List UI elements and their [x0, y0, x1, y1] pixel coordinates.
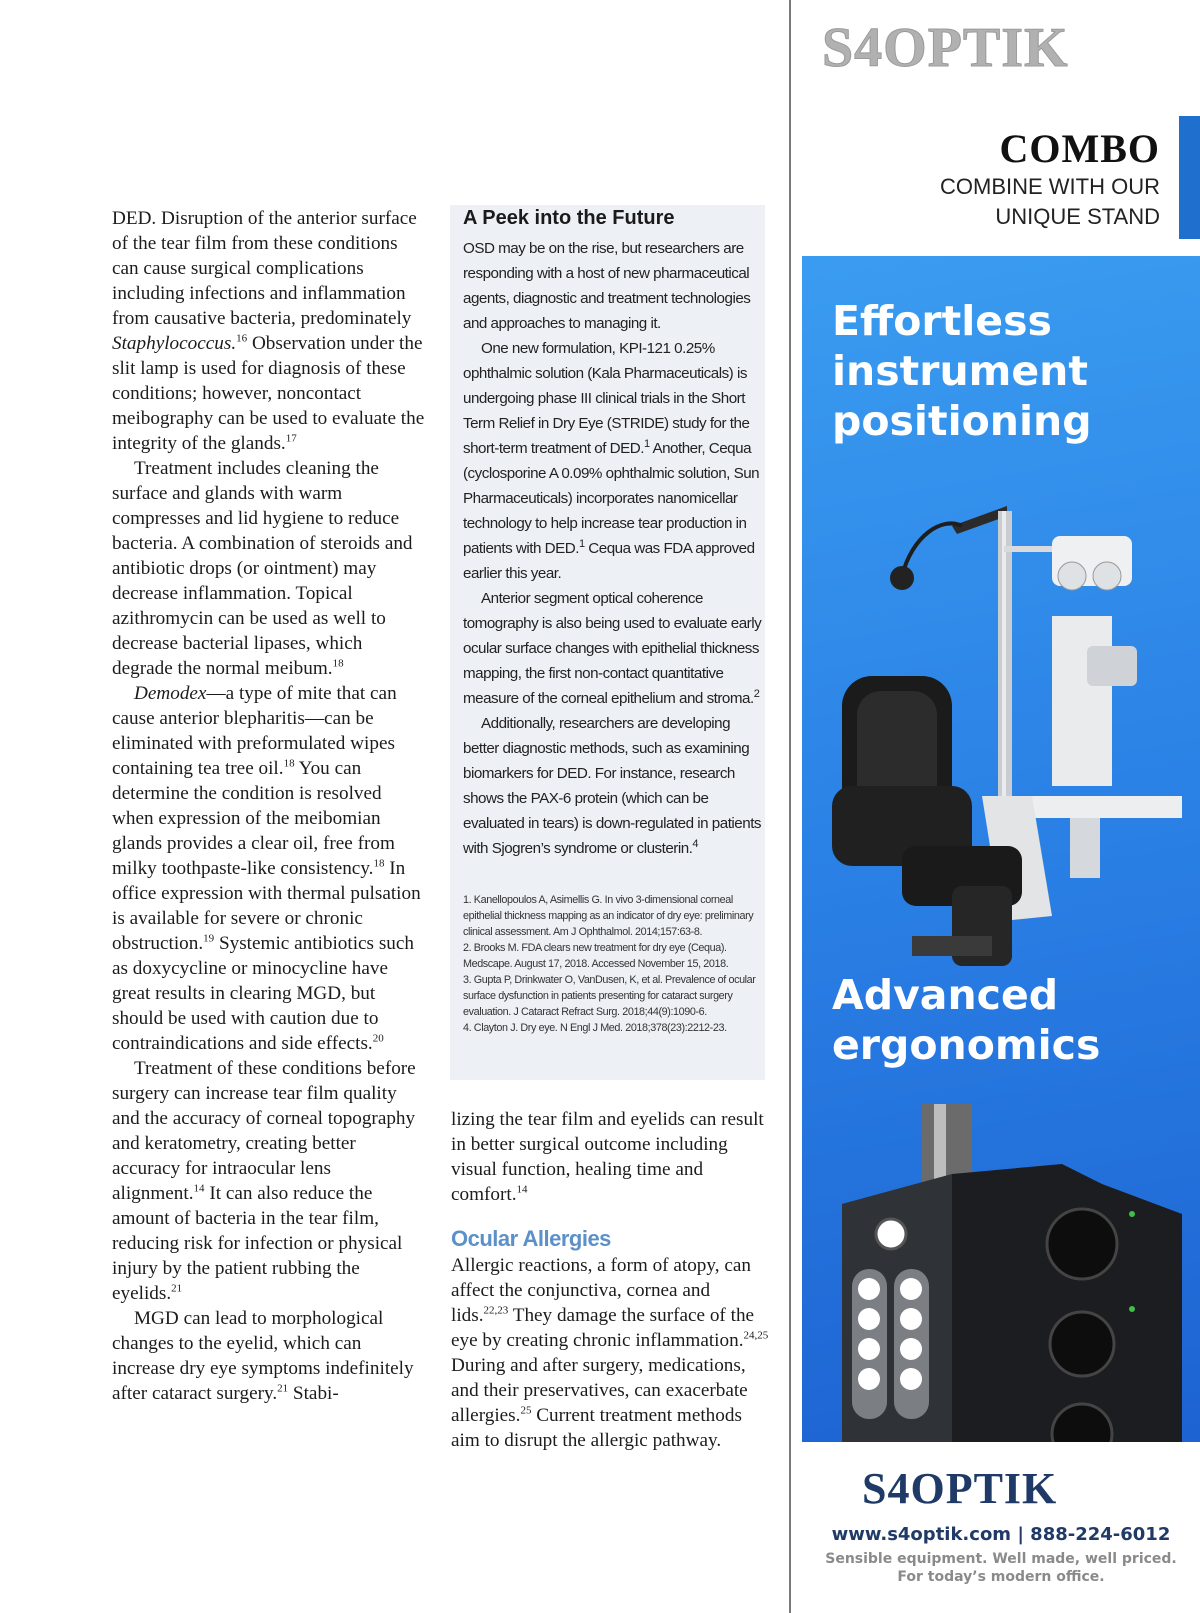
exam-chair-stand-image	[802, 466, 1200, 986]
ad-panel	[802, 256, 1200, 1442]
section-heading: Ocular Allergies	[451, 1226, 611, 1251]
tagline-line: Sensible equipment. Well made, well priced.	[825, 1551, 1177, 1567]
article-paragraph	[112, 1056, 427, 1306]
control-panel-image	[802, 1104, 1200, 1442]
text-run: You can determine the condition is resolved when expression of the meibomian glands provides a clear oil, free from milky toothpaste-like consistency.	[112, 758, 395, 879]
ref-superscript: 20	[372, 1032, 384, 1045]
combo-subtitle	[860, 172, 1160, 232]
ref-superscript: 18	[283, 757, 295, 770]
text-run: lizing the tear film and eyelids can result in better surgical outcome including visual function, healing time and comfort.	[451, 1109, 764, 1205]
text-run: It can also reduce the amount of bacteria in the tear film, reducing risk for infection or physical injury by the patient rubbing the eyelids.	[112, 1183, 403, 1304]
reference-item: 3. Gupta P, Drinkwater O, VanDusen, K, et al. Prevalence of ocular surface dysfunction in patients presenting for cataract surgery evaluation. J Cataract Refract Surg. 2018;44(9):1090-6.	[463, 974, 756, 1018]
article-paragraph	[112, 456, 427, 681]
text-run: —a type of mite that can cause anterior blepharitis—can be eliminated with preformulated wipes containing tea tree oil.	[112, 683, 397, 779]
tagline-line: For today’s modern office.	[897, 1569, 1105, 1585]
text-run: During and after surgery, medications, and their preservatives, can exacerbate allergies.	[451, 1355, 748, 1426]
ref-superscript: 18	[332, 657, 344, 670]
ref-superscript: 24,25	[743, 1329, 769, 1342]
ref-superscript: 1	[578, 537, 585, 550]
sidebar-body	[463, 236, 763, 861]
ad-contact[interactable]: www.s4optik.com | 888-224-6012	[831, 1524, 1171, 1545]
ad-tagline	[802, 1550, 1200, 1586]
text-run: Observation under the slit lamp is used for diagnosis of these conditions; however, noncontact meibography can be used to evaluate the integrity of the glands.	[112, 333, 425, 454]
brand-logo-bottom: S4OPTIK	[862, 1464, 1058, 1513]
text-run: Treatment includes cleaning the surface and glands with warm compresses and lid hygiene to reduce bacteria. A combination of steroids and antibiotic drops (or ointment) may decrease inflammation. Topical azithromycin can be used as well to decrease bacterial lipases, which degrade the normal meibum.	[112, 458, 413, 679]
text-run: Anterior segment optical coherence tomography is also being used to evaluate early ocular surface changes with epithelial thickness mapping, the first non-contact quantitative measure of the corneal epithelium and stroma.	[463, 590, 762, 707]
ref-superscript: 22,23	[483, 1304, 509, 1317]
sidebar-paragraph	[463, 336, 763, 586]
brand-logo-top: S4OPTIK	[822, 17, 1069, 79]
text-run: One new formulation, KPI-121 0.25% ophthalmic solution (Kala Pharmaceuticals) is undergoing phase III clinical trials in the Short Term Relief in Dry Eye (STRIDE) study for the short-term treatment of DED.	[463, 340, 750, 457]
text-run: Additionally, researchers are developing better diagnostic methods, such as examining biomarkers for DED. For instance, research shows the PAX-6 protein (which can be evaluated in tears) is down-regulated in patients with Sjogren’s syndrome or clusterin.	[463, 715, 762, 857]
sidebar-paragraph: OSD may be on the rise, but researchers are responding with a host of new pharmaceutical agents, diagnostic and treatment technologies and approaches to managing it.	[463, 240, 751, 332]
column-divider	[789, 0, 791, 1613]
text-run: Stabi-	[288, 1383, 339, 1404]
sidebar-box	[450, 205, 765, 1080]
sidebar-references	[463, 892, 763, 1036]
article-paragraph	[112, 681, 427, 1056]
reference-item: 1. Kanellopoulos A, Asimellis G. In vivo 3-dimensional corneal epithelial thickness mapping as an indicator of dry eye: preliminary clinical assessment. Am J Ophthalmol. 2014;157:63-8.	[463, 894, 754, 938]
ref-superscript: 21	[171, 1282, 183, 1295]
ref-superscript: 2	[753, 687, 760, 700]
ad-headline: Advanced ergonomics	[832, 971, 1101, 1069]
ref-superscript: 25	[520, 1404, 532, 1417]
text-run: Systemic antibiotics such as doxycycline or minocycline have great results in clearing MGD, but should be used with caution due to contraindications and side effects.	[112, 933, 414, 1054]
article-left-column	[112, 206, 427, 1406]
ref-superscript: 18	[373, 857, 385, 870]
article-paragraph	[451, 1107, 771, 1207]
ref-superscript: 14	[516, 1183, 528, 1196]
text-run: In office expression with thermal pulsation is available for severe or chronic obstruction.	[112, 858, 421, 954]
combo-line: COMBINE WITH OUR	[940, 174, 1160, 199]
ad-headline: Effortless instrument positioning	[832, 297, 1092, 445]
italic-term: Demodex	[134, 683, 207, 704]
text-run: Another, Cequa (cyclosporine A 0.09% ophthalmic solution, Sun Pharmaceuticals) incorporates nanomicellar technology to help increase tear production in patients with DED.	[463, 440, 760, 557]
text-run: Cequa was FDA approved earlier this year.	[463, 540, 755, 582]
ref-superscript: 4	[692, 837, 699, 850]
text-run: DED. Disruption of the anterior surface of the tear film from these conditions can cause surgical complications including infections and inflammation from causative bacteria, predominately	[112, 208, 417, 329]
reference-item: 2. Brooks M. FDA clears new treatment for dry eye (Cequa). Medscape. August 17, 2018. Accessed November 15, 2018.	[463, 942, 729, 970]
ref-superscript: 14	[193, 1182, 205, 1195]
text-run: They damage the surface of the eye by creating chronic inflammation.	[451, 1305, 755, 1351]
ref-superscript: 1	[643, 437, 650, 450]
article-paragraph	[112, 1306, 427, 1406]
combo-line: UNIQUE STAND	[995, 204, 1160, 229]
sidebar-paragraph	[463, 711, 763, 861]
ref-superscript: 17	[285, 432, 297, 445]
text-run: MGD can lead to morphological changes to the eyelid, which can increase dry eye symptoms indefinitely after cataract surgery.	[112, 1308, 414, 1404]
sidebar-title: A Peek into the Future	[463, 207, 675, 229]
article-paragraph	[451, 1253, 771, 1453]
italic-term: Staphylococcus.	[112, 333, 237, 354]
article-middle-column	[451, 1107, 771, 1453]
article-paragraph	[112, 206, 427, 456]
text-run: Allergic reactions, a form of atopy, can affect the conjunctiva, cornea and lids.	[451, 1255, 751, 1326]
text-run: Treatment of these conditions before surgery can increase tear film quality and the accuracy of corneal topography and keratometry, creating better accuracy for intraocular lens alignment.	[112, 1058, 416, 1204]
ref-superscript: 16	[236, 332, 248, 345]
sidebar-paragraph	[463, 586, 763, 711]
ref-superscript: 19	[203, 932, 215, 945]
text-run: Current treatment methods aim to disrupt the allergic pathway.	[451, 1405, 742, 1451]
reference-item: 4. Clayton J. Dry eye. N Engl J Med. 2018;378(23):2212-23.	[463, 1022, 727, 1034]
ref-superscript: 21	[277, 1382, 289, 1395]
combo-title: COMBO	[999, 126, 1160, 171]
accent-bar	[1179, 116, 1200, 239]
